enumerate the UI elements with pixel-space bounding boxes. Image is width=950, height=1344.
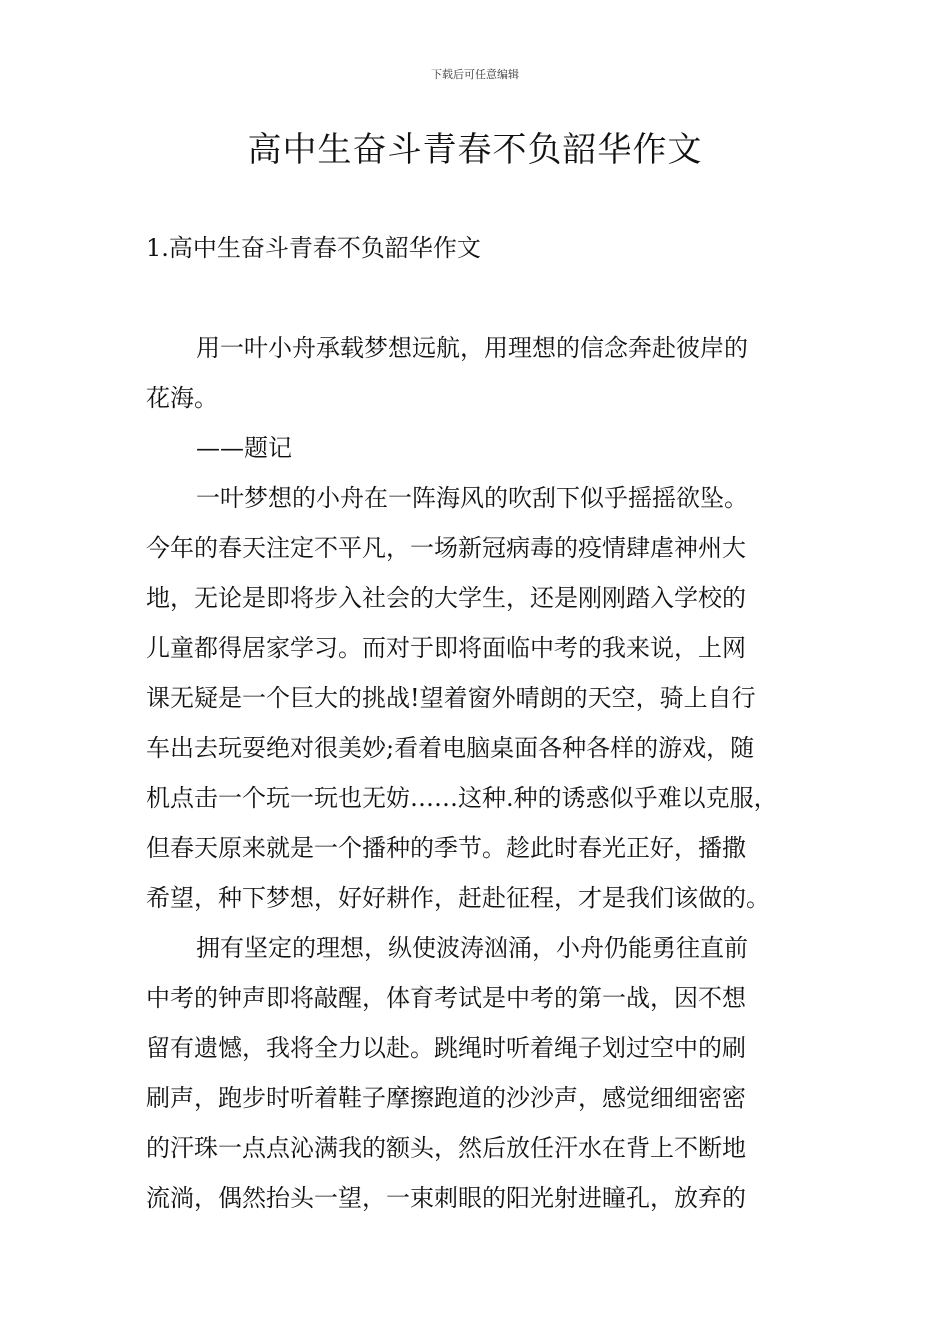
body-line: 希望，种下梦想，好好耕作，赶赴征程，才是我们该做的。 bbox=[146, 884, 770, 912]
body-line: 中考的钟声即将敲醒，体育考试是中考的第一战，因不想 bbox=[146, 984, 746, 1012]
body-line: 但春天原来就是一个播种的季节。趁此时春光正好，播撒 bbox=[146, 834, 746, 862]
body-line: 儿童都得居家学习。而对于即将面临中考的我来说，上网 bbox=[146, 634, 746, 662]
section-heading: 1.高中生奋斗青春不负韶华作文 bbox=[146, 234, 481, 262]
body-line: 一叶梦想的小舟在一阵海风的吹刮下似乎摇摇欲坠。 bbox=[196, 484, 748, 512]
body-line: 车出去玩耍绝对很美妙;看着电脑桌面各种各样的游戏，随 bbox=[146, 734, 755, 762]
body-line: 用一叶小舟承载梦想远航，用理想的信念奔赴彼岸的 bbox=[196, 334, 748, 362]
document-title: 高中生奋斗青春不负韶华作文 bbox=[247, 130, 703, 170]
body-line: ——题记 bbox=[196, 434, 292, 462]
body-line: 流淌，偶然抬头一望，一束刺眼的阳光射进瞳孔，放弃的 bbox=[146, 1184, 746, 1212]
body-line: 地，无论是即将步入社会的大学生，还是刚刚踏入学校的 bbox=[146, 584, 746, 612]
body-line: 留有遗憾，我将全力以赴。跳绳时听着绳子划过空中的刷 bbox=[146, 1034, 746, 1062]
body-line: 机点击一个玩一玩也无妨……这种.种的诱惑似乎难以克服， bbox=[146, 784, 778, 812]
header-note: 下载后可任意编辑 bbox=[431, 68, 519, 81]
body-line: 刷声，跑步时听着鞋子摩擦跑道的沙沙声，感觉细细密密 bbox=[146, 1084, 746, 1112]
body-line: 的汗珠一点点沁满我的额头，然后放任汗水在背上不断地 bbox=[146, 1134, 746, 1162]
body-line: 花海。 bbox=[146, 384, 218, 412]
body-line: 课无疑是一个巨大的挑战!望着窗外晴朗的天空，骑上自行 bbox=[146, 684, 756, 712]
body-line: 今年的春天注定不平凡，一场新冠病毒的疫情肆虐神州大 bbox=[146, 534, 746, 562]
body-line: 拥有坚定的理想，纵使波涛汹涌，小舟仍能勇往直前 bbox=[196, 934, 748, 962]
